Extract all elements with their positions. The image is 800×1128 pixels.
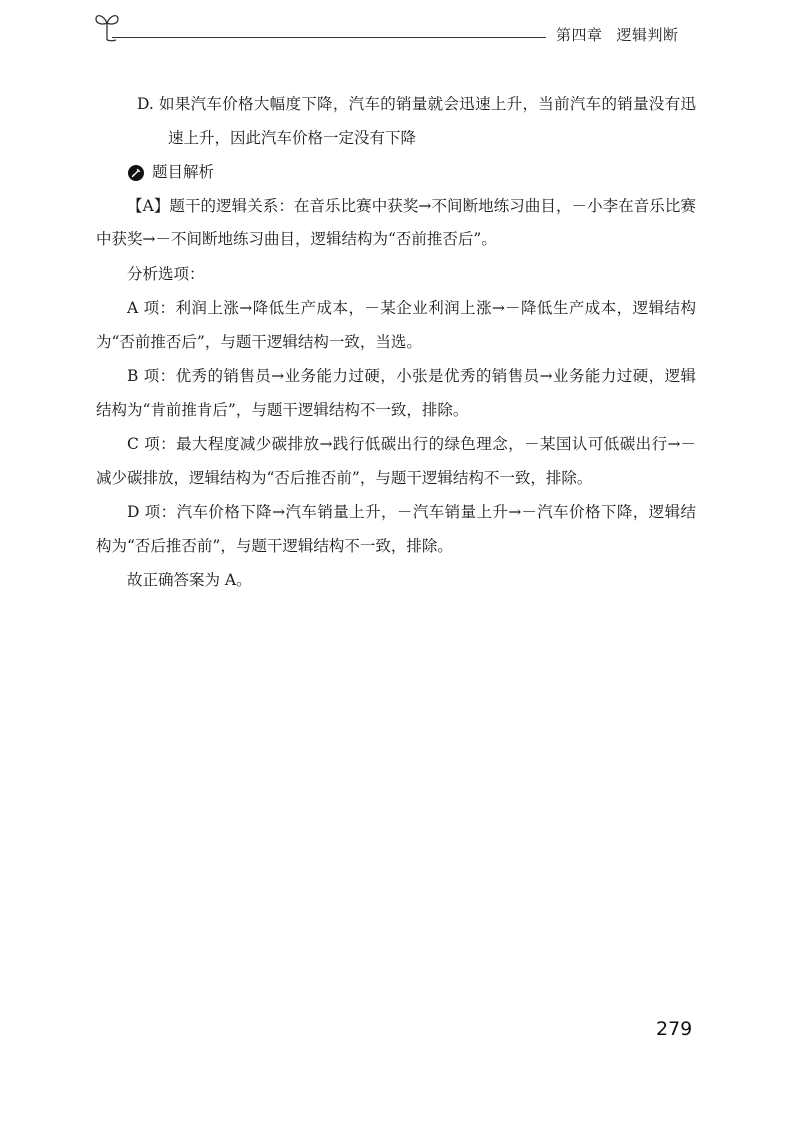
header-rule	[112, 37, 546, 38]
option-d-text: D. 如果汽车价格大幅度下降，汽车的销量就会迅速上升，当前汽车的销量没有迅速上升，因此汽车价格一定没有下降	[137, 95, 696, 147]
option-b-analysis: B 项：优秀的销售员→业务能力过硬，小张是优秀的销售员→业务能力过硬，逻辑结构为“肯前推肯后”，与题干逻辑结构不一致，排除。	[96, 367, 696, 419]
analysis-intro: 【A】题干的逻辑关系：在音乐比赛中获奖→不间断地练习曲目，－小李在音乐比赛中获奖→－不间断地练习曲目，逻辑结构为“否前推否后”。	[96, 196, 696, 248]
chapter-number: 第四章	[556, 26, 603, 44]
section-title	[96, 156, 696, 190]
page-content	[96, 88, 696, 599]
pencil-icon	[128, 165, 144, 181]
page-header	[0, 0, 800, 60]
option-d-analysis: D 项：汽车价格下降→汽车销量上升，－汽车销量上升→－汽车价格下降，逻辑结构为“否后推否前”，与题干逻辑结构不一致，排除。	[96, 503, 696, 555]
option-c-analysis: C 项：最大程度减少碳排放→践行低碳出行的绿色理念，－某国认可低碳出行→－减少碳排放，逻辑结构为“否后推否前”，与题干逻辑结构不一致，排除。	[96, 435, 696, 487]
chapter-title: 逻辑判断	[616, 26, 679, 44]
section-title-label: 题目解析	[152, 163, 215, 181]
analysis-options-label: 分析选项：	[127, 264, 205, 283]
option-a-analysis: A 项：利润上涨→降低生产成本，－某企业利润上涨→－降低生产成本，逻辑结构为“否前推否后”，与题干逻辑结构一致，当选。	[96, 299, 696, 351]
chapter-heading	[556, 24, 679, 45]
final-answer: 故正确答案为 A。	[127, 571, 252, 589]
page-number: 279	[656, 1018, 693, 1040]
